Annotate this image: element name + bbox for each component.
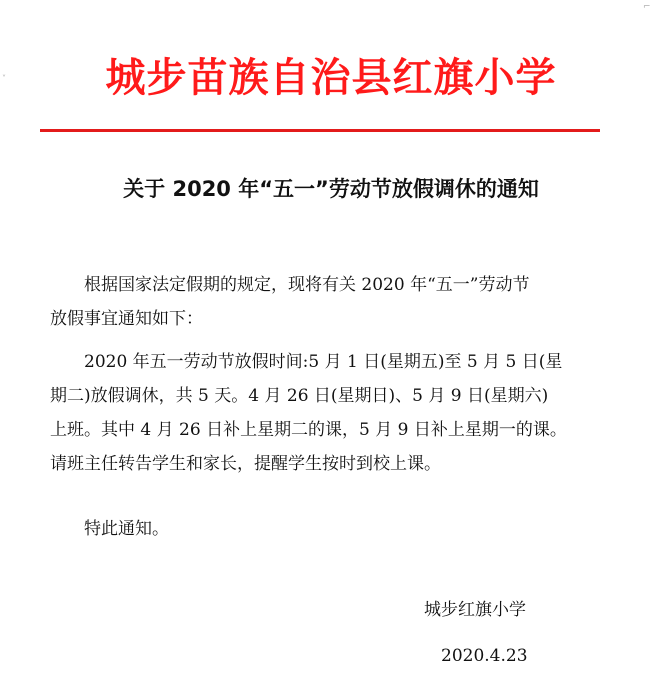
- margin-marker-corner: ⌐: [643, 2, 651, 12]
- signature-school: 城步红旗小学: [424, 600, 526, 620]
- paragraph-line: 期二)放假调休，共 5 天。4 月 26 日(星期日)、5 月 9 日(星期六): [50, 386, 549, 406]
- notice-title: 关于 2020 年“五一”劳动节放假调休的通知: [123, 177, 539, 201]
- paragraph-line: 根据国家法定假期的规定，现将有关 2020 年“五一”劳动节: [84, 275, 530, 295]
- margin-marker-left: ˅: [2, 74, 6, 83]
- paragraph-line: 上班。其中 4 月 26 日补上星期二的课，5 月 9 日补上星期一的课。: [50, 420, 567, 440]
- paragraph-closing: [50, 512, 610, 546]
- paragraph-intro: [50, 268, 610, 336]
- paragraph-line: 2020 年五一劳动节放假时间:5 月 1 日(星期五)至 5 月 5 日(星: [84, 352, 563, 372]
- school-name-header: 城步苗族自治县红旗小学: [105, 55, 557, 101]
- paragraph-schedule: [50, 345, 610, 481]
- paragraph-line: 放假事宜通知如下：: [50, 309, 203, 329]
- header-red-rule: [40, 129, 600, 132]
- signature-date: 2020.4.23: [441, 646, 528, 666]
- closing-text: 特此通知。: [84, 519, 169, 539]
- paragraph-line: 请班主任转告学生和家长，提醒学生按时到校上课。: [50, 454, 441, 474]
